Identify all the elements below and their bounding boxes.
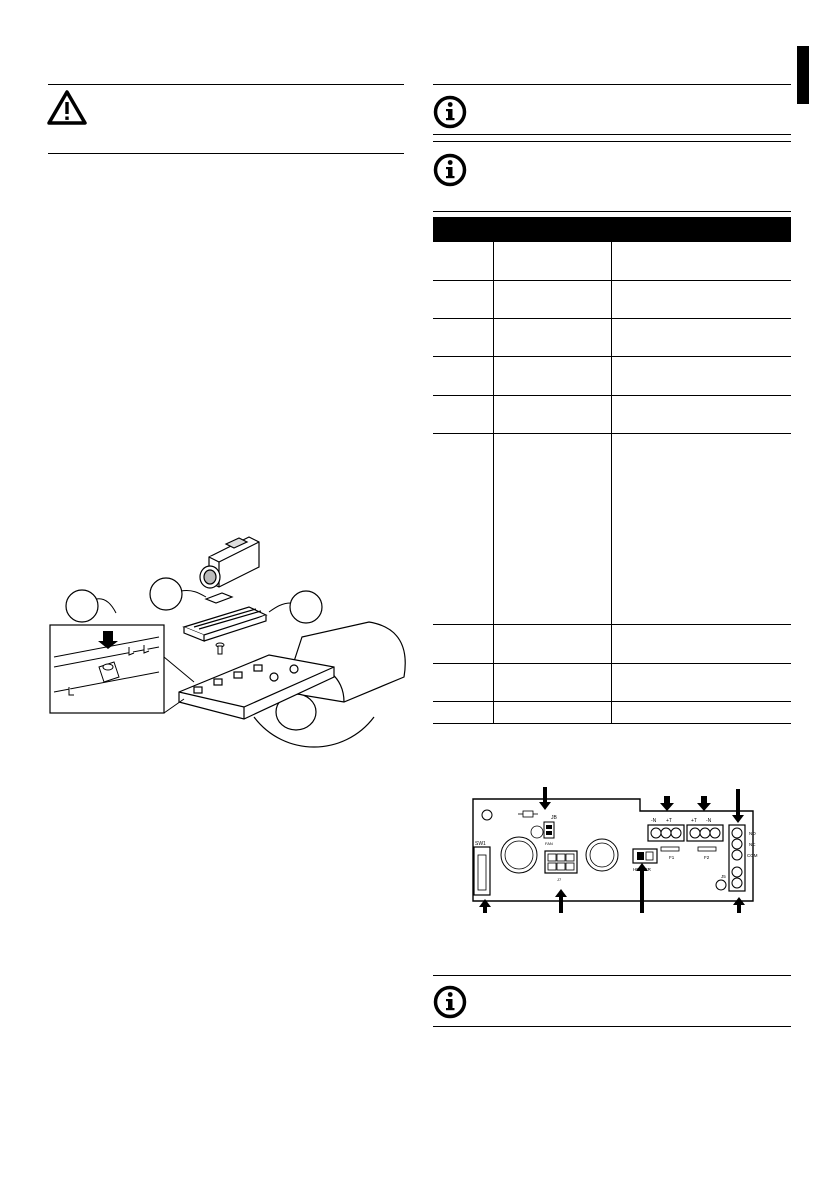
table-header bbox=[433, 217, 791, 242]
table-row bbox=[433, 664, 791, 702]
no-label: NO bbox=[749, 831, 756, 836]
table-column-divider bbox=[611, 242, 612, 724]
j5-label: J5 bbox=[721, 874, 726, 879]
warning-box-top-rule bbox=[48, 84, 404, 85]
callout-circle-1 bbox=[66, 590, 98, 622]
j2-t-label: +T bbox=[691, 818, 697, 824]
table-row bbox=[433, 281, 791, 319]
fan-label: FAN bbox=[545, 841, 553, 846]
table-row bbox=[433, 357, 791, 396]
heater-label: HEATER bbox=[633, 867, 651, 872]
j1-n-label: -N bbox=[651, 818, 657, 824]
table-row bbox=[433, 434, 791, 625]
housing-illustration bbox=[179, 622, 405, 747]
info-box-1-bottom-rule bbox=[433, 134, 791, 135]
info-box-2-bottom-rule bbox=[433, 211, 791, 212]
sw1-label: SW1 bbox=[475, 841, 486, 847]
f1-label: F1 bbox=[669, 855, 675, 860]
nc-label: NC bbox=[749, 842, 756, 847]
table-row bbox=[433, 625, 791, 664]
warning-box-bottom-rule bbox=[48, 153, 404, 154]
info-box-3-bottom-rule bbox=[433, 1026, 791, 1027]
info-icon bbox=[433, 153, 467, 187]
table-column-divider bbox=[493, 242, 494, 724]
j1-t-label: +T bbox=[666, 818, 672, 824]
info-box-1-top-rule bbox=[433, 84, 791, 85]
table-row bbox=[433, 319, 791, 357]
camera-illustration bbox=[200, 537, 259, 588]
com-label: COM bbox=[747, 853, 758, 858]
j7-label: J7 bbox=[557, 877, 562, 882]
table-row bbox=[433, 396, 791, 434]
j2-n-label: -N bbox=[706, 818, 712, 824]
table-row bbox=[433, 242, 791, 281]
info-box-3-top-rule bbox=[433, 975, 791, 976]
info-icon bbox=[433, 95, 467, 129]
info-box-2-top-rule bbox=[433, 141, 791, 142]
bracket-illustration bbox=[184, 607, 266, 641]
camera-mounting-figure bbox=[44, 527, 412, 759]
jb-label: JB bbox=[551, 815, 557, 821]
callout-circle-3 bbox=[290, 591, 322, 623]
language-tab bbox=[797, 46, 809, 104]
callout-circle-2 bbox=[150, 578, 182, 610]
table-row bbox=[433, 702, 791, 724]
warning-triangle-icon bbox=[47, 90, 87, 126]
info-icon bbox=[433, 985, 467, 1019]
f2-label: F2 bbox=[704, 855, 710, 860]
circuit-board-diagram bbox=[465, 785, 765, 915]
